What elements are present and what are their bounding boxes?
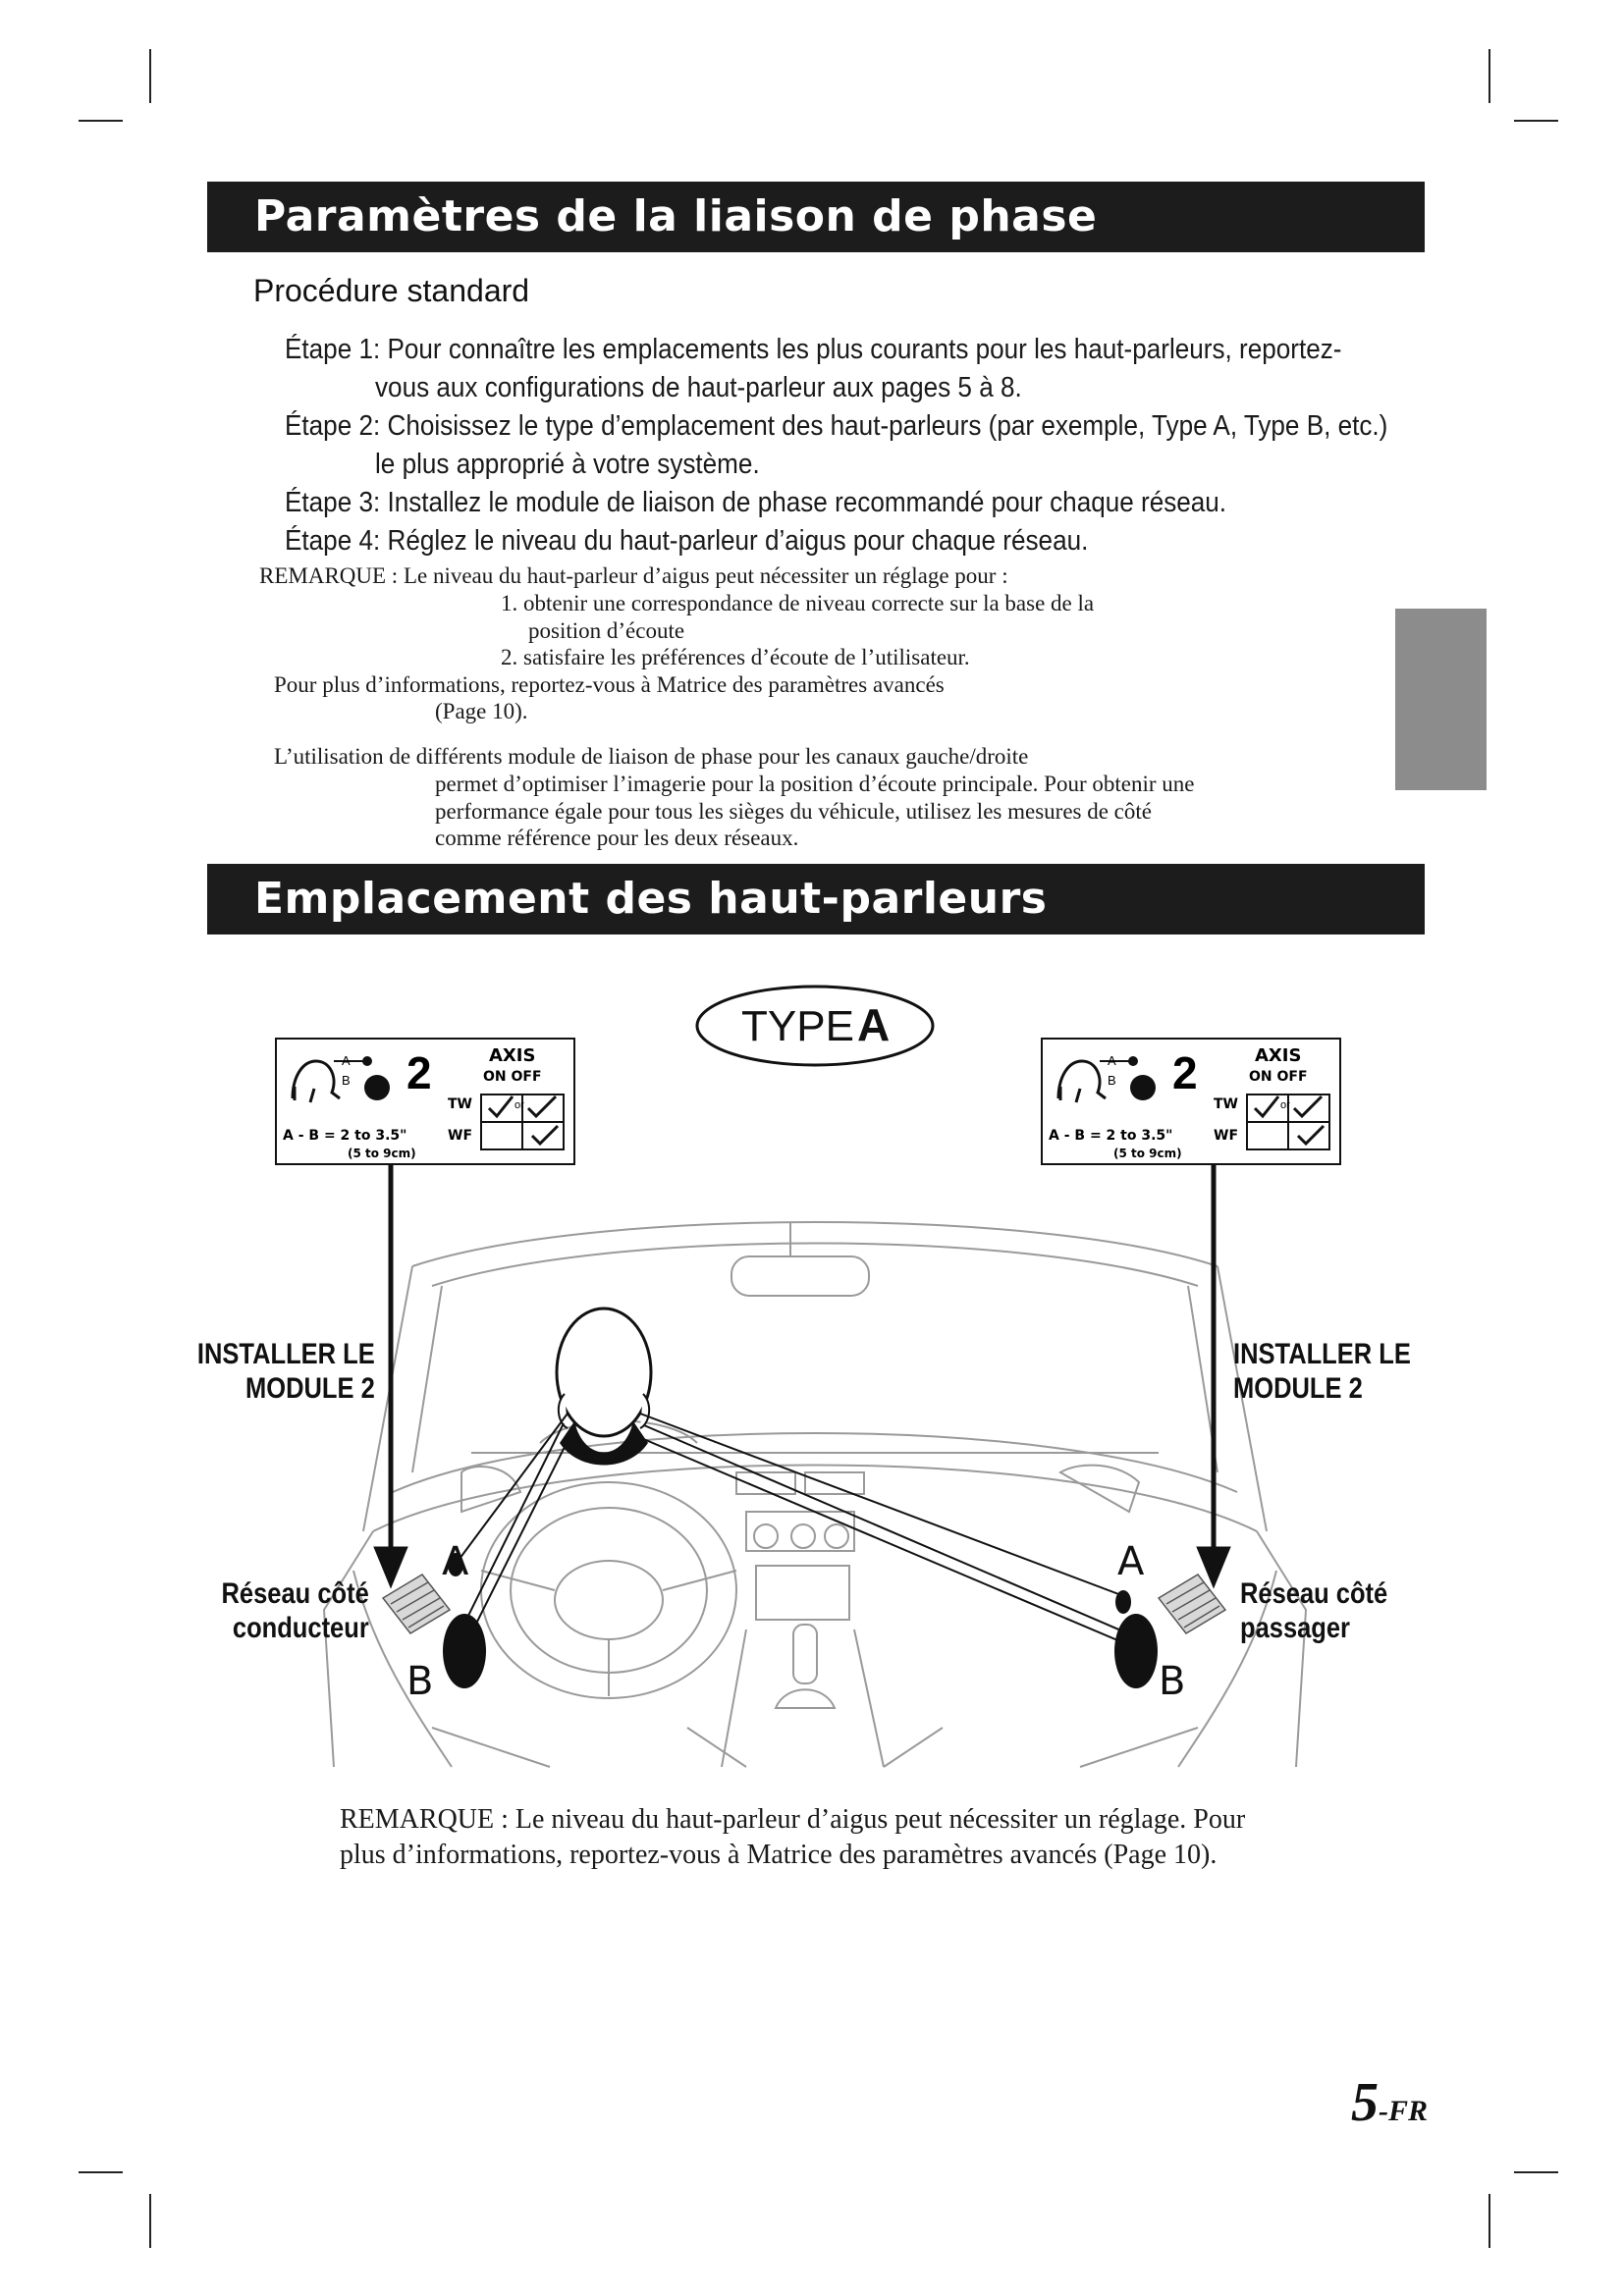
paragraph-line-2: permet d’optimiser l’imagerie pour la position d’écoute principale. Pour obtenir une [435, 772, 1195, 796]
section-title-speaker-location: Emplacement des haut-parleurs [207, 864, 1425, 934]
left-install-line-1: INSTALLER LE [197, 1338, 375, 1370]
card-on-off: ON OFF [483, 1069, 542, 1085]
card-brand: AXIS [489, 1045, 536, 1066]
card-wf: WF [1214, 1128, 1239, 1144]
remark-item-1a: 1. obtenir une correspondance de niveau correcte sur la base de la [501, 591, 1095, 615]
left-network-line-2: conducteur [233, 1612, 369, 1644]
card-or: or [514, 1099, 524, 1111]
page-number-value: 5 [1350, 2072, 1379, 2133]
step-1-line1: Étape 1: Pour connaître les emplacements les plus courants pour les haut-parleurs, reportez- [285, 334, 1342, 365]
paragraph-line-1: L’utilisation de différents module de liaison de phase pour les canaux gauche/droite [274, 744, 1029, 769]
right-install-line-2: MODULE 2 [1233, 1372, 1363, 1405]
subsection-title: Procédure standard [253, 273, 530, 308]
right-install-label [1233, 1337, 1411, 1406]
speaker-label-a-left: A [442, 1539, 469, 1584]
remark-item-2: 2. satisfaire les préférences d’écoute de l’utilisateur. [501, 645, 970, 669]
speaker-label-a-right: A [1117, 1539, 1145, 1584]
card-brand: AXIS [1255, 1045, 1302, 1066]
right-network-line-1: Réseau côté [1240, 1577, 1388, 1610]
card-module-number: 2 [406, 1047, 432, 1098]
card-tw: TW [448, 1096, 472, 1112]
card-label-b: B [342, 1073, 351, 1088]
card-module-number: 2 [1172, 1047, 1198, 1098]
remark-more-1: Pour plus d’informations, reportez-vous à Matrice des paramètres avancés [274, 672, 945, 697]
left-network-line-1: Réseau côté [221, 1577, 369, 1610]
right-network-line-2: passager [1240, 1612, 1350, 1644]
step-2-line1: Étape 2: Choisissez le type d’emplacement des haut-parleurs (par exemple, Type A, Type B, etc.) [285, 410, 1388, 442]
type-letter: A [857, 999, 891, 1050]
card-on-off: ON OFF [1249, 1069, 1308, 1085]
step-2-line2: le plus approprié à votre système. [375, 449, 760, 480]
card-wf: WF [448, 1128, 473, 1144]
remark-item-1b: position d’écoute [528, 618, 685, 643]
page-number-suffix: -FR [1378, 2095, 1428, 2127]
paragraph-line-4: comme référence pour les deux réseaux. [435, 826, 799, 850]
card-label-a: A [342, 1053, 351, 1068]
step-3: Étape 3: Installez le module de liaison de phase recommandé pour chaque réseau. [285, 487, 1227, 518]
paragraph-line-3: performance égale pour tous les sièges du véhicule, utilisez les mesures de côté [435, 799, 1152, 824]
left-install-label [197, 1337, 375, 1406]
remark-more-2: (Page 10). [435, 699, 528, 723]
card-distance-cm: (5 to 9cm) [348, 1147, 416, 1160]
card-distance-cm: (5 to 9cm) [1113, 1147, 1182, 1160]
section-title-phase-link: Paramètres de la liaison de phase [207, 182, 1425, 252]
bottom-remark-line-2: plus d’informations, reportez-vous à Matrice des paramètres avancés (Page 10). [340, 1840, 1218, 1870]
type-prefix: TYPE [741, 1002, 854, 1050]
right-install-line-1: INSTALLER LE [1233, 1338, 1411, 1370]
step-1-line2: vous aux configurations de haut-parleur aux pages 5 à 8. [375, 372, 1022, 403]
speaker-label-b-right: B [1159, 1659, 1186, 1704]
step-4: Étape 4: Réglez le niveau du haut-parleur d’aigus pour chaque réseau. [285, 525, 1089, 557]
speaker-label-b-left: B [406, 1659, 434, 1704]
page-number [1351, 2071, 1428, 2134]
card-distance: A - B = 2 to 3.5" [1049, 1128, 1173, 1144]
remark-intro: REMARQUE : Le niveau du haut-parleur d’aigus peut nécessiter un réglage pour : [259, 563, 1008, 588]
card-distance: A - B = 2 to 3.5" [283, 1128, 407, 1144]
card-tw: TW [1214, 1096, 1238, 1112]
left-network-label [222, 1576, 369, 1645]
card-label-b: B [1108, 1073, 1116, 1088]
card-or: or [1280, 1099, 1290, 1111]
listener-head [557, 1308, 651, 1466]
bottom-remark-line-1: REMARQUE : Le niveau du haut-parleur d’aigus peut nécessiter un réglage. Pour [340, 1804, 1246, 1835]
card-label-a: A [1108, 1053, 1116, 1068]
right-network-label [1240, 1576, 1387, 1645]
callout-arrows [377, 1165, 1227, 1582]
left-install-line-2: MODULE 2 [245, 1372, 375, 1405]
